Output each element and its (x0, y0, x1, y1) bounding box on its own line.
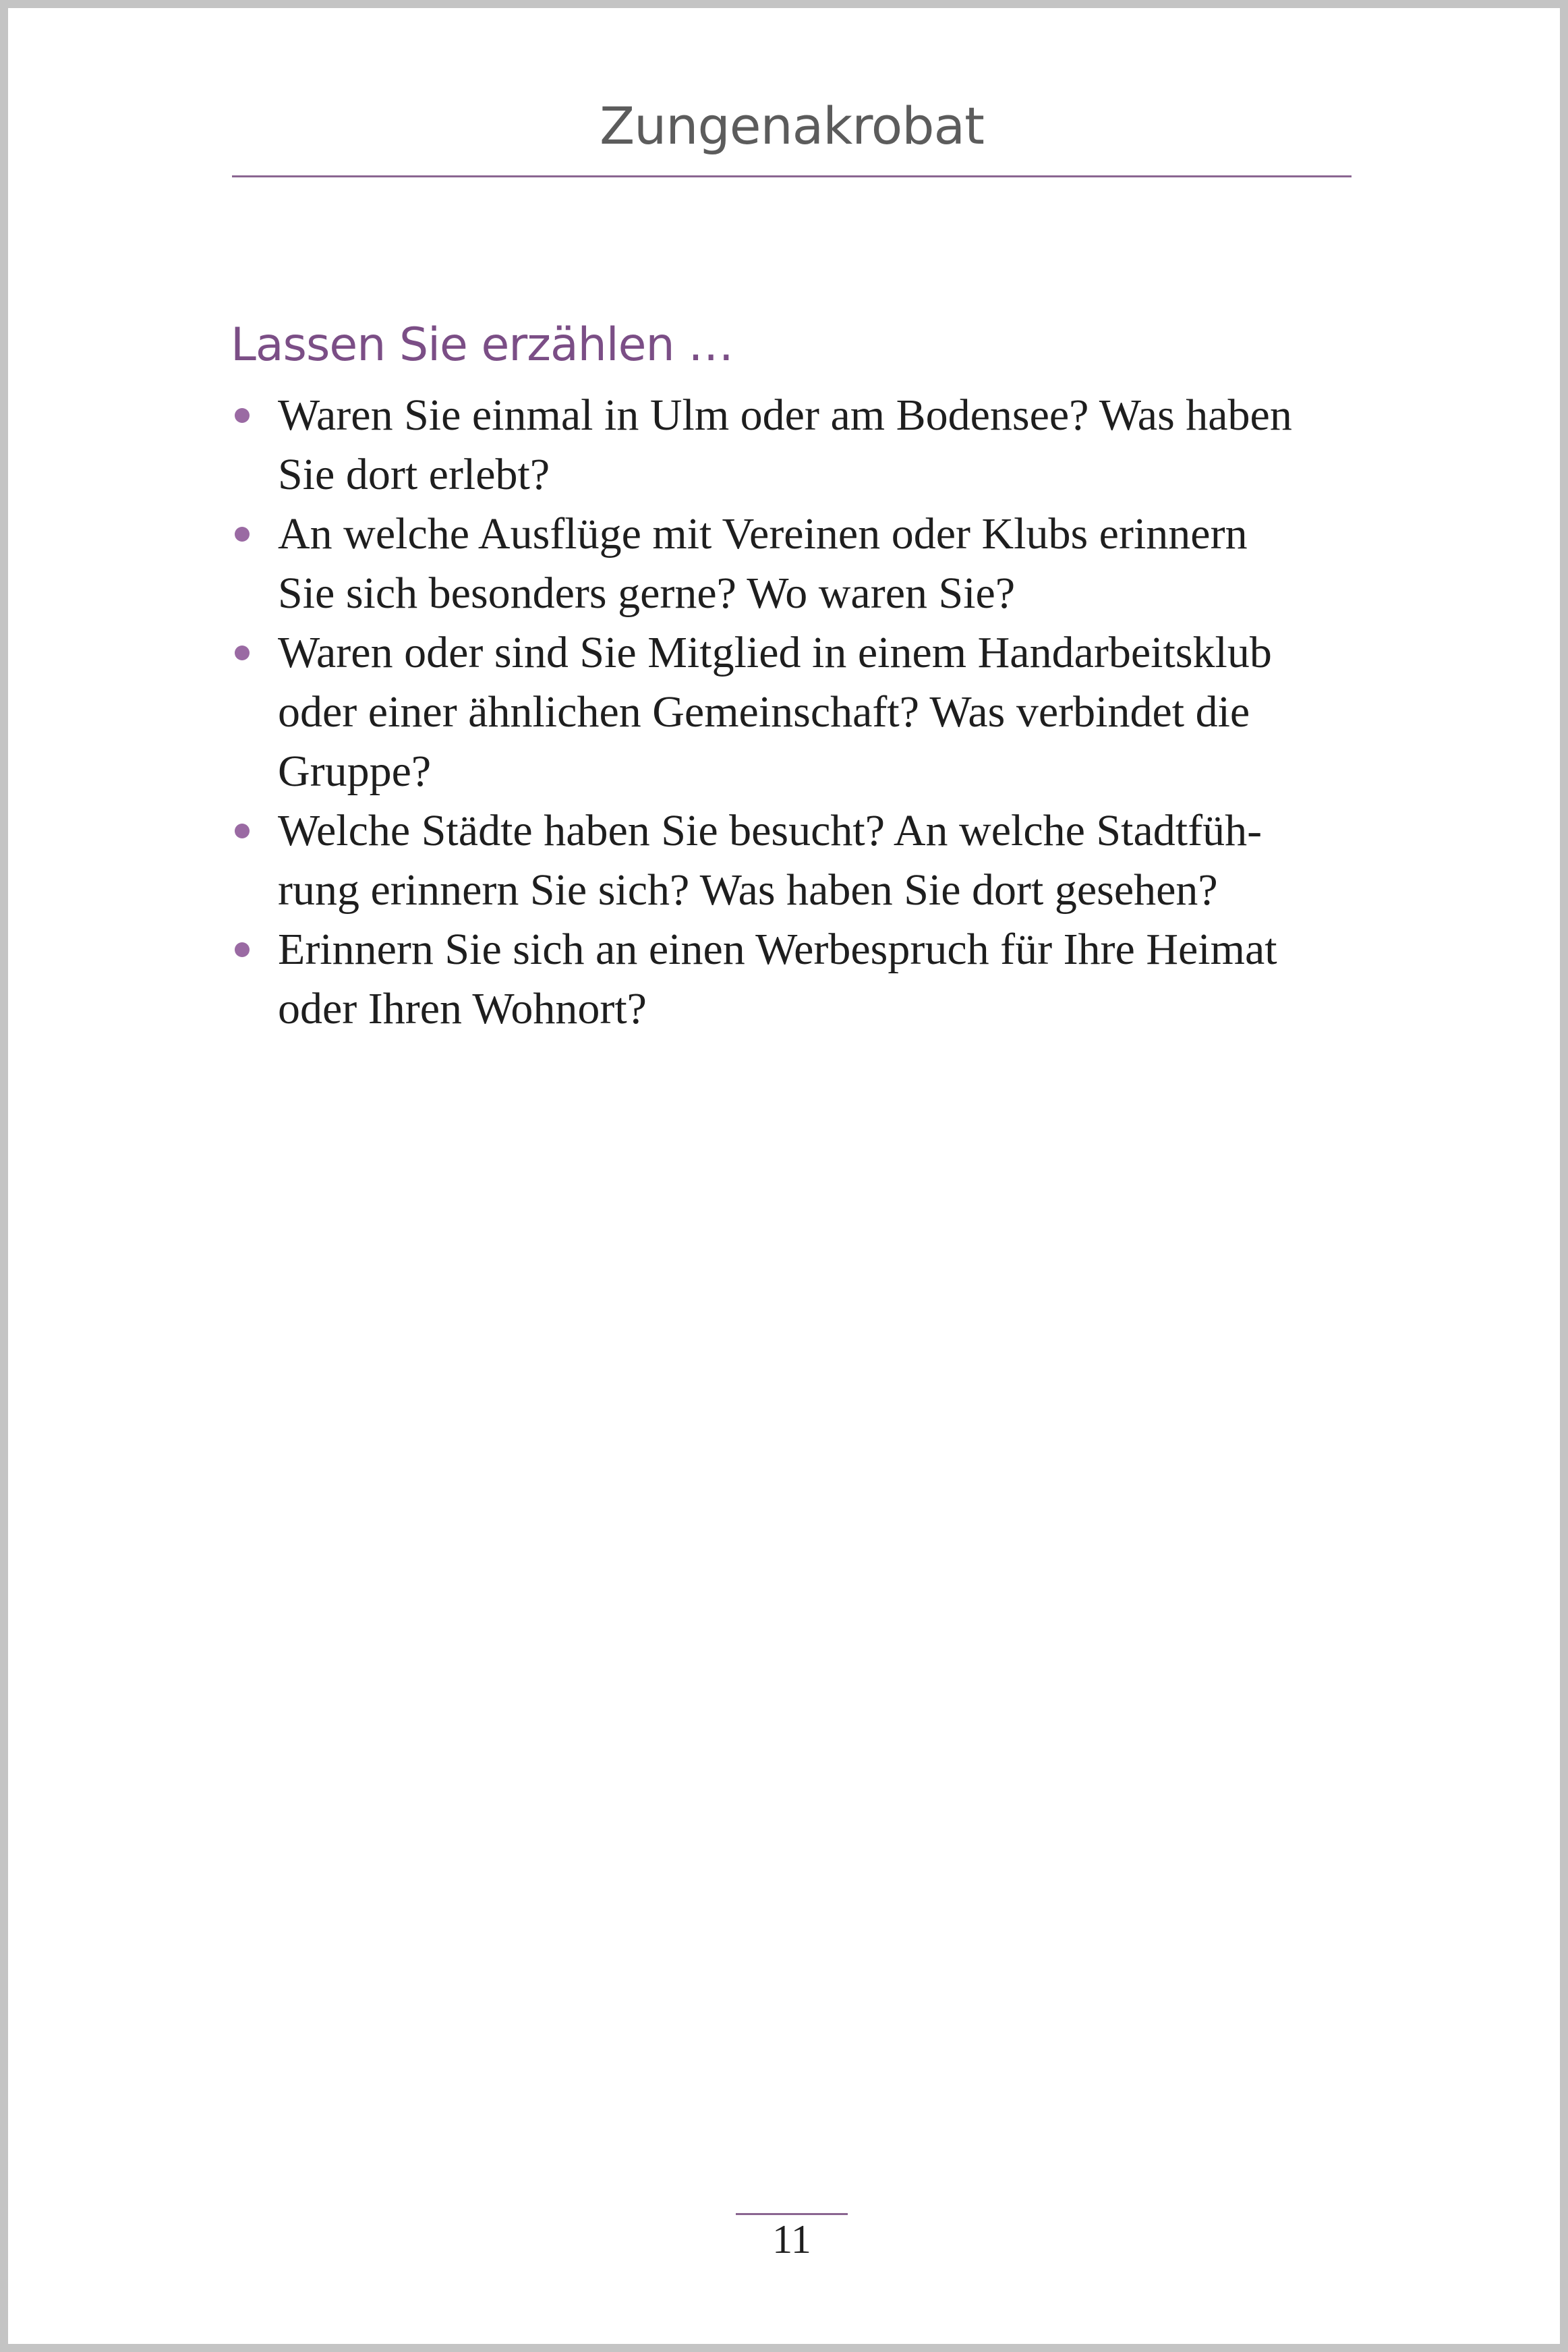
question-list (232, 386, 1378, 1039)
question-text-line: oder Ihren Wohnort? (278, 984, 647, 1033)
question-text-line: rung erinnern Sie sich? Was haben Sie dort gesehen? (278, 865, 1218, 915)
section-heading: Lassen Sie erzählen … (231, 318, 734, 372)
list-item (232, 920, 1378, 1039)
question-text-line: Welche Städte haben Sie besucht? An welche Stadtfüh- (278, 806, 1262, 855)
question-text-line: Waren Sie einmal in Ulm oder am Bodensee? Was haben (278, 391, 1292, 440)
running-header-title: Zungenakrobat (600, 96, 984, 156)
page-number: 11 (772, 2217, 811, 2262)
header-divider (232, 175, 1352, 177)
question-text-line: An welche Ausflüge mit Vereinen oder Klubs erinnern (278, 509, 1248, 558)
bullet-dot-icon (235, 824, 250, 838)
bullet-dot-icon (235, 408, 250, 423)
question-text-line: Erinnern Sie sich an einen Werbespruch für Ihre Heimat (278, 925, 1277, 974)
bullet-dot-icon (235, 646, 250, 660)
question-text-line: Gruppe? (278, 747, 432, 796)
list-item (232, 386, 1378, 505)
question-text-line: Sie dort erlebt? (278, 450, 550, 499)
list-item (232, 623, 1378, 801)
list-item (232, 505, 1378, 623)
question-text-line: Sie sich besonders gerne? Wo waren Sie? (278, 569, 1016, 618)
question-text-line: Waren oder sind Sie Mitglied in einem Handarbeitsklub (278, 628, 1272, 677)
question-text-line: oder einer ähnlichen Gemeinschaft? Was verbindet die (278, 687, 1250, 737)
list-item (232, 801, 1378, 920)
bullet-dot-icon (235, 527, 250, 542)
bullet-dot-icon (235, 942, 250, 957)
